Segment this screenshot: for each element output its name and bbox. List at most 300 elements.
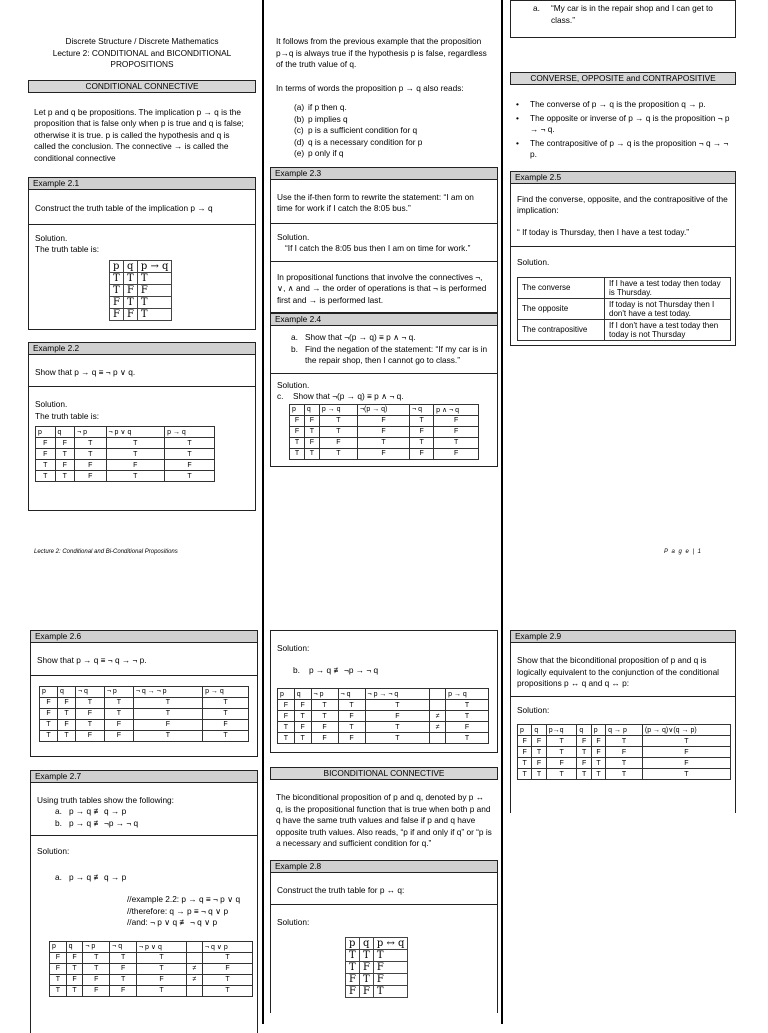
table-cell: T — [278, 733, 295, 744]
table-cell: T — [532, 769, 546, 780]
table-cell: F — [137, 284, 172, 296]
table-cell: T — [110, 272, 124, 284]
table-cell: F — [55, 460, 75, 471]
list-item: (a) if p then q. — [294, 102, 347, 112]
table-cell: F — [123, 308, 137, 320]
table-cell: T — [546, 747, 577, 758]
table-cell: T — [591, 758, 605, 769]
table-header-cell — [187, 941, 203, 952]
table-cell: F — [642, 747, 730, 758]
table-cell: T — [104, 708, 133, 719]
table-cell: The converse — [518, 277, 605, 298]
example-2-7-header: Example 2.7 — [30, 770, 258, 783]
table-cell: T — [165, 471, 215, 482]
table-header-cell: ¬ q — [75, 686, 104, 697]
table-header-cell: q — [577, 725, 591, 736]
table-cell: T — [319, 426, 357, 437]
table-cell: F — [57, 697, 75, 708]
table-cell: F — [434, 448, 479, 459]
table-cell: F — [66, 974, 83, 985]
middle-column-2 — [270, 592, 498, 1013]
table-cell: ≠ — [187, 974, 203, 985]
table-row — [36, 471, 215, 482]
table-cell: ≠ — [187, 963, 203, 974]
table-cell: T — [642, 769, 730, 780]
table-cell: F — [75, 460, 106, 471]
example-2-3-task: Use the if-then form to rewrite the statement: “I am on time for work if I catch the 8:05 bus.” — [277, 191, 474, 213]
table-header-row — [40, 686, 249, 697]
footer-title: Lecture 2: Conditional and Bi-Conditional Propositions — [34, 549, 178, 555]
example-2-3-box — [270, 180, 498, 314]
table-header-row — [110, 260, 172, 272]
truth-table-2-6 — [39, 686, 249, 742]
table-cell: F — [40, 697, 58, 708]
table-cell: F — [123, 284, 137, 296]
truth-table-2-2 — [35, 426, 215, 482]
table-cell: F — [319, 437, 357, 448]
table-cell: F — [591, 736, 605, 747]
table-cell: F — [40, 708, 58, 719]
table-cell: F — [55, 438, 75, 449]
table-row — [278, 700, 489, 711]
table-row — [518, 319, 731, 340]
table-cell: F — [104, 730, 133, 741]
example-2-1-task: Construct the truth table of the implication p → q — [35, 203, 213, 213]
table-row — [36, 449, 215, 460]
table-cell: F — [106, 460, 165, 471]
table-row — [518, 758, 731, 769]
table-header-cell: ¬(p → q) — [357, 404, 409, 415]
table-cell: T — [75, 697, 104, 708]
table-cell: T — [104, 697, 133, 708]
example-2-2-box — [28, 355, 256, 512]
table-cell: F — [373, 961, 408, 973]
example-2-9-box — [510, 643, 736, 813]
table-header-cell: p — [290, 404, 305, 415]
table-cell: F — [50, 952, 67, 963]
example-2-9-task: Show that the biconditional proposition of p and q is logically equivalent to the conjunction of the conditional propositions p ↔ q and q ↔ p: — [517, 655, 720, 688]
table-cell: F — [357, 426, 409, 437]
example-2-5-task: Find the converse, opposite, and the contrapositive of the implication: — [517, 193, 728, 215]
table-cell: F — [75, 471, 106, 482]
table-header-cell: ¬ p — [104, 686, 133, 697]
table-cell: T — [518, 758, 532, 769]
table-row — [278, 711, 489, 722]
table-row — [110, 308, 172, 320]
example-2-4-solution: Solution. c. Show that ¬(p → q) ≡ p ∧ ¬ q. — [277, 379, 404, 401]
table-cell: T — [133, 730, 202, 741]
table-cell: T — [446, 711, 489, 722]
biconditional-text: The biconditional proposition of p and q, denoted by p ↔ q, is the propositional function that is true when both p and q have the same truth values and false if p and q have opposite truth values. Also reads, “p if and only if q” or “p is a necessary and sufficient condition for q.” — [276, 792, 492, 848]
table-header-cell: p → q — [137, 260, 172, 272]
right-column — [510, 0, 736, 346]
table-header-row — [36, 427, 215, 438]
example-2-5-box — [510, 184, 736, 346]
table-row — [50, 963, 253, 974]
table-row — [50, 985, 253, 996]
table-cell: T — [110, 974, 137, 985]
reads-list — [270, 102, 498, 160]
table-cell: T — [434, 437, 479, 448]
table-header-cell: p — [591, 725, 605, 736]
table-cell: T — [373, 949, 408, 961]
table-cell: F — [278, 711, 295, 722]
example-2-7b-box: Solution: b. p → q ≢ ¬p → ¬ q p q ¬ p ¬ q ¬ p → ¬ q p → q F F T T T T F T T F F ≠ T T F F T T ≠ F T T F F T T — [270, 630, 498, 753]
example-2-6-header: Example 2.6 — [30, 630, 258, 643]
table-cell: F — [294, 722, 311, 733]
table-header-cell: p ↔ q — [373, 937, 408, 949]
table-cell: F — [357, 448, 409, 459]
table-cell: F — [532, 758, 546, 769]
table-cell: T — [106, 471, 165, 482]
table-row — [50, 974, 253, 985]
example-2-8-solution: Solution: — [277, 917, 310, 927]
answer-a-box: a. “My car is in the repair shop and I can get to class.” — [510, 0, 736, 38]
table-cell: T — [57, 730, 75, 741]
table-row — [278, 733, 489, 744]
converse-table — [517, 277, 731, 341]
table-cell: F — [83, 974, 110, 985]
table-cell: T — [365, 700, 430, 711]
table-header-cell: ¬ q — [410, 404, 434, 415]
table-cell: F — [365, 711, 430, 722]
table-cell: F — [290, 426, 305, 437]
table-cell: F — [359, 961, 373, 973]
table-cell: T — [133, 697, 202, 708]
converse-bullets — [510, 99, 736, 161]
table-cell: T — [446, 733, 489, 744]
table-cell: F — [133, 719, 202, 730]
table-cell: T — [338, 700, 365, 711]
table-row — [518, 736, 731, 747]
table-cell: T — [202, 974, 252, 985]
table-header-cell: p → q — [165, 427, 215, 438]
table-cell: T — [110, 284, 124, 296]
table-cell: F — [446, 722, 489, 733]
truth-table-2-9 — [517, 724, 731, 780]
table-row — [290, 448, 479, 459]
table-cell: F — [410, 426, 434, 437]
table-cell: F — [606, 747, 643, 758]
table-header-row — [518, 725, 731, 736]
table-cell: T — [518, 769, 532, 780]
table-header-cell: p — [110, 260, 124, 272]
table-cell: T — [75, 438, 106, 449]
table-row — [346, 973, 408, 985]
table-header-cell: q — [66, 941, 83, 952]
table-cell: F — [434, 426, 479, 437]
table-cell: T — [203, 708, 249, 719]
table-cell: T — [137, 985, 187, 996]
table-cell: T — [123, 296, 137, 308]
table-cell: ≠ — [430, 722, 446, 733]
example-2-4-header: Example 2.4 — [270, 313, 498, 326]
example-2-6-box — [30, 643, 258, 757]
table-cell — [187, 985, 203, 996]
table-cell: T — [123, 272, 137, 284]
table-cell: T — [642, 736, 730, 747]
example-2-7-solution: Solution: — [37, 846, 70, 856]
table-cell: T — [311, 711, 338, 722]
table-row — [36, 438, 215, 449]
truth-table-2-8 — [345, 937, 408, 998]
table-cell: T — [137, 952, 187, 963]
table-cell: F — [110, 963, 137, 974]
example-2-1-header: Example 2.1 — [28, 177, 256, 190]
example-2-4-tasks: a. Show that ¬(p → q) ≡ p ∧ ¬ q. b. Find the negation of the statement: “If my car is in the repair shop, then I cannot go to class.” — [291, 332, 488, 365]
table-row — [346, 961, 408, 973]
left-column — [28, 0, 256, 511]
table-cell: T — [106, 438, 165, 449]
table-header-cell: ¬ p — [75, 427, 106, 438]
table-cell: T — [55, 449, 75, 460]
table-row — [518, 747, 731, 758]
table-cell: T — [137, 296, 172, 308]
table-cell: F — [577, 758, 591, 769]
table-header-cell: ¬ p → ¬ q — [365, 689, 430, 700]
table-cell: F — [36, 449, 56, 460]
table-cell: T — [66, 985, 83, 996]
example-2-3-header: Example 2.3 — [270, 167, 498, 180]
table-cell: F — [642, 758, 730, 769]
table-cell: F — [546, 758, 577, 769]
table-cell: If I don't have a test today then today is not Thursday — [605, 319, 731, 340]
table-cell: F — [50, 963, 67, 974]
table-header-cell: p → q — [319, 404, 357, 415]
table-header-cell: ¬ p ∨ q — [137, 941, 187, 952]
table-cell: T — [410, 437, 434, 448]
table-cell: T — [202, 985, 252, 996]
table-cell: F — [373, 973, 408, 985]
table-header-cell: q — [304, 404, 319, 415]
intro-text: Let p and q be propositions. The implication p → q is the proposition that is false only when p is true and q is false; otherwise it is true. p is called the hypothesis and q is called the conclusion. The connective → is called the conditional connective — [34, 106, 244, 163]
table-cell: T — [304, 426, 319, 437]
table-cell: F — [110, 296, 124, 308]
table-cell: T — [606, 769, 643, 780]
table-cell: F — [137, 974, 187, 985]
table-cell: F — [410, 448, 434, 459]
table-cell: T — [577, 747, 591, 758]
table-cell: F — [577, 736, 591, 747]
table-cell: F — [359, 985, 373, 997]
table-cell: F — [346, 973, 360, 985]
table-cell: F — [346, 985, 360, 997]
example-2-2-task: Show that p → q ≡ ¬ p ∨ q. — [35, 366, 136, 377]
table-row — [290, 415, 479, 426]
table-cell: F — [203, 719, 249, 730]
table-header-cell: ¬ q — [110, 941, 137, 952]
table-cell: The opposite — [518, 298, 605, 319]
example-2-2-header: Example 2.2 — [28, 342, 256, 355]
table-cell: F — [202, 963, 252, 974]
table-cell: F — [75, 730, 104, 741]
example-2-9-header: Example 2.9 — [510, 630, 736, 643]
table-cell: T — [50, 974, 67, 985]
example-2-3-solution: Solution. “If I catch the 8:05 bus then I am on time for work.” — [277, 231, 471, 253]
example-2-9-solution: Solution: — [517, 704, 550, 715]
example-2-8-header: Example 2.8 — [270, 860, 498, 873]
left-column-2 — [30, 592, 258, 1033]
table-cell: F — [57, 719, 75, 730]
table-cell: T — [36, 460, 56, 471]
table-cell: T — [137, 272, 172, 284]
table-header-cell: (p → q)∨(q → p) — [642, 725, 730, 736]
table-cell: F — [36, 438, 56, 449]
table-cell: If today is not Thursday then I don't have a test today. — [605, 298, 731, 319]
table-cell: T — [83, 963, 110, 974]
example-2-4-box — [270, 326, 498, 467]
example-2-5-header: Example 2.5 — [510, 171, 736, 184]
example-2-5-quote: “ If today is Thursday, then I have a test today.” — [517, 226, 690, 237]
table-header-cell: p → q — [203, 686, 249, 697]
table-row — [290, 437, 479, 448]
table-cell: F — [338, 711, 365, 722]
table-header-cell: q — [57, 686, 75, 697]
table-header-cell: q → p — [606, 725, 643, 736]
table-cell: T — [202, 952, 252, 963]
example-2-1-box — [28, 190, 256, 330]
table-cell: T — [66, 963, 83, 974]
table-cell: T — [40, 719, 58, 730]
table-cell: T — [591, 769, 605, 780]
table-row — [346, 985, 408, 997]
table-cell: T — [338, 722, 365, 733]
table-cell: F — [66, 952, 83, 963]
table-row — [110, 296, 172, 308]
example-2-8-task: Construct the truth table for p ↔ q: — [277, 884, 405, 895]
table-row — [50, 952, 253, 963]
truth-table-2-1 — [109, 260, 172, 321]
table-cell: F — [434, 415, 479, 426]
table-cell: F — [290, 415, 305, 426]
table-header-cell: p→q — [546, 725, 577, 736]
table-header-cell: q — [359, 937, 373, 949]
table-header-cell: q — [294, 689, 311, 700]
table-cell: F — [104, 719, 133, 730]
table-header-cell: p — [40, 686, 58, 697]
terms-text: In terms of words the proposition p → q also reads: — [276, 82, 464, 93]
list-item: (d) q is a necessary condition for p — [294, 136, 423, 147]
table-header-row — [290, 404, 479, 415]
table-cell: T — [133, 708, 202, 719]
table-cell: T — [532, 747, 546, 758]
table-header-cell: q — [532, 725, 546, 736]
table-cell: F — [304, 437, 319, 448]
table-cell — [187, 952, 203, 963]
table-cell: T — [165, 438, 215, 449]
table-cell: F — [338, 733, 365, 744]
table-cell: T — [83, 952, 110, 963]
prop-functions-text: In propositional functions that involve the connectives ¬, ∨, ∧ and → the order of operations is that ¬ is performed first and → is performed last. — [277, 271, 487, 305]
table-cell: T — [410, 415, 434, 426]
table-header-cell: p → q — [446, 689, 489, 700]
table-cell: T — [294, 733, 311, 744]
example-2-1-solution: Solution. The truth table is: — [35, 232, 100, 254]
table-cell: F — [83, 985, 110, 996]
table-row — [278, 722, 489, 733]
example-2-8-box — [270, 873, 498, 1013]
section-conditional: CONDITIONAL CONNECTIVE — [28, 80, 256, 93]
page-2 — [0, 592, 768, 1024]
table-row — [518, 769, 731, 780]
table-row — [346, 949, 408, 961]
follows-text: It follows from the previous example that the proposition p→q is always true if the hypothesis p is false, regardless of the truth value of q. — [276, 36, 487, 69]
table-header-cell: p — [346, 937, 360, 949]
table-cell: T — [606, 736, 643, 747]
table-cell: T — [50, 985, 67, 996]
table-cell: T — [137, 308, 172, 320]
section-biconditional: BICONDITIONAL CONNECTIVE — [270, 767, 498, 780]
table-cell: F — [311, 733, 338, 744]
table-cell: T — [346, 961, 360, 973]
table-cell: T — [75, 719, 104, 730]
table-cell: If I have a test today then today is Thursday. — [605, 277, 731, 298]
table-cell: T — [294, 711, 311, 722]
table-cell: T — [359, 973, 373, 985]
table-header-row — [278, 689, 489, 700]
table-row — [110, 284, 172, 296]
doc-header: Discrete Structure / Discrete Mathematics Lecture 2: CONDITIONAL and BICONDITIONAL PROPOSITIONS — [52, 36, 232, 69]
middle-column — [270, 0, 498, 467]
table-cell: F — [518, 736, 532, 747]
table-cell: T — [346, 949, 360, 961]
example-2-7-task: Using truth tables show the following: — [37, 794, 174, 805]
table-header-cell: q — [55, 427, 75, 438]
table-cell: T — [546, 736, 577, 747]
example-2-2-solution: Solution. The truth table is: — [35, 399, 100, 421]
table-cell: F — [294, 700, 311, 711]
table-cell: F — [165, 460, 215, 471]
table-cell: F — [357, 415, 409, 426]
column-rule — [262, 0, 264, 546]
table-cell: T — [75, 449, 106, 460]
table-header-row — [346, 937, 408, 949]
table-header-cell: ¬ p — [83, 941, 110, 952]
table-row — [290, 426, 479, 437]
table-header-cell: ¬ p ∨ q — [106, 427, 165, 438]
example-2-5-solution: Solution. — [517, 257, 550, 267]
table-cell: T — [40, 730, 58, 741]
table-cell: ≠ — [430, 711, 446, 722]
table-header-cell: p — [518, 725, 532, 736]
table-cell: T — [546, 769, 577, 780]
truth-table-2-4 — [289, 404, 479, 460]
table-cell: T — [577, 769, 591, 780]
table-row — [40, 730, 249, 741]
truth-table-2-7b — [277, 688, 489, 744]
table-cell: T — [278, 722, 295, 733]
table-row — [518, 277, 731, 298]
table-header-cell: p — [278, 689, 295, 700]
table-header-cell — [430, 689, 446, 700]
table-cell: The contrapositive — [518, 319, 605, 340]
table-header-cell: p — [50, 941, 67, 952]
bullet-item: • The converse of p → q is the proposition q → p. — [510, 99, 736, 111]
example-2-7-notes: //example 2.2: p → q ≡ ¬ p ∨ q //therefore: q → p ≡ ¬ q ∨ p //and: ¬ p ∨ q ≢ ¬ q ∨ p — [127, 894, 241, 927]
table-cell: T — [55, 471, 75, 482]
example-2-6-task: Show that p → q ≡ ¬ q → ¬ p. — [37, 655, 147, 665]
list-item: (c) p is a sufficient condition for q — [294, 125, 418, 135]
table-cell: T — [319, 415, 357, 426]
table-header-row — [50, 941, 253, 952]
table-cell: T — [357, 437, 409, 448]
table-cell: F — [591, 747, 605, 758]
example-2-7-box: Using truth tables show the following: a. p → q ≢ q → p b. p → q ≢ ¬p → ¬ q Solution: a. p → q ≢ q → p //example 2.2: p → q ≡ ¬ p ∨ q //therefore: q → p ≡ ¬ q ∨ p //and: ¬ p ∨ q ≢ ¬ q ∨ p p q ¬ p ¬ q ¬ p ∨ q ¬ q ∨ p F F T T T T F T T F T ≠ F T F F T F ≠ T T T F F T T — [30, 783, 258, 1033]
table-header-cell: ¬ q → ¬ p — [133, 686, 202, 697]
table-cell: T — [36, 471, 56, 482]
table-cell: T — [311, 700, 338, 711]
table-cell: T — [290, 437, 305, 448]
